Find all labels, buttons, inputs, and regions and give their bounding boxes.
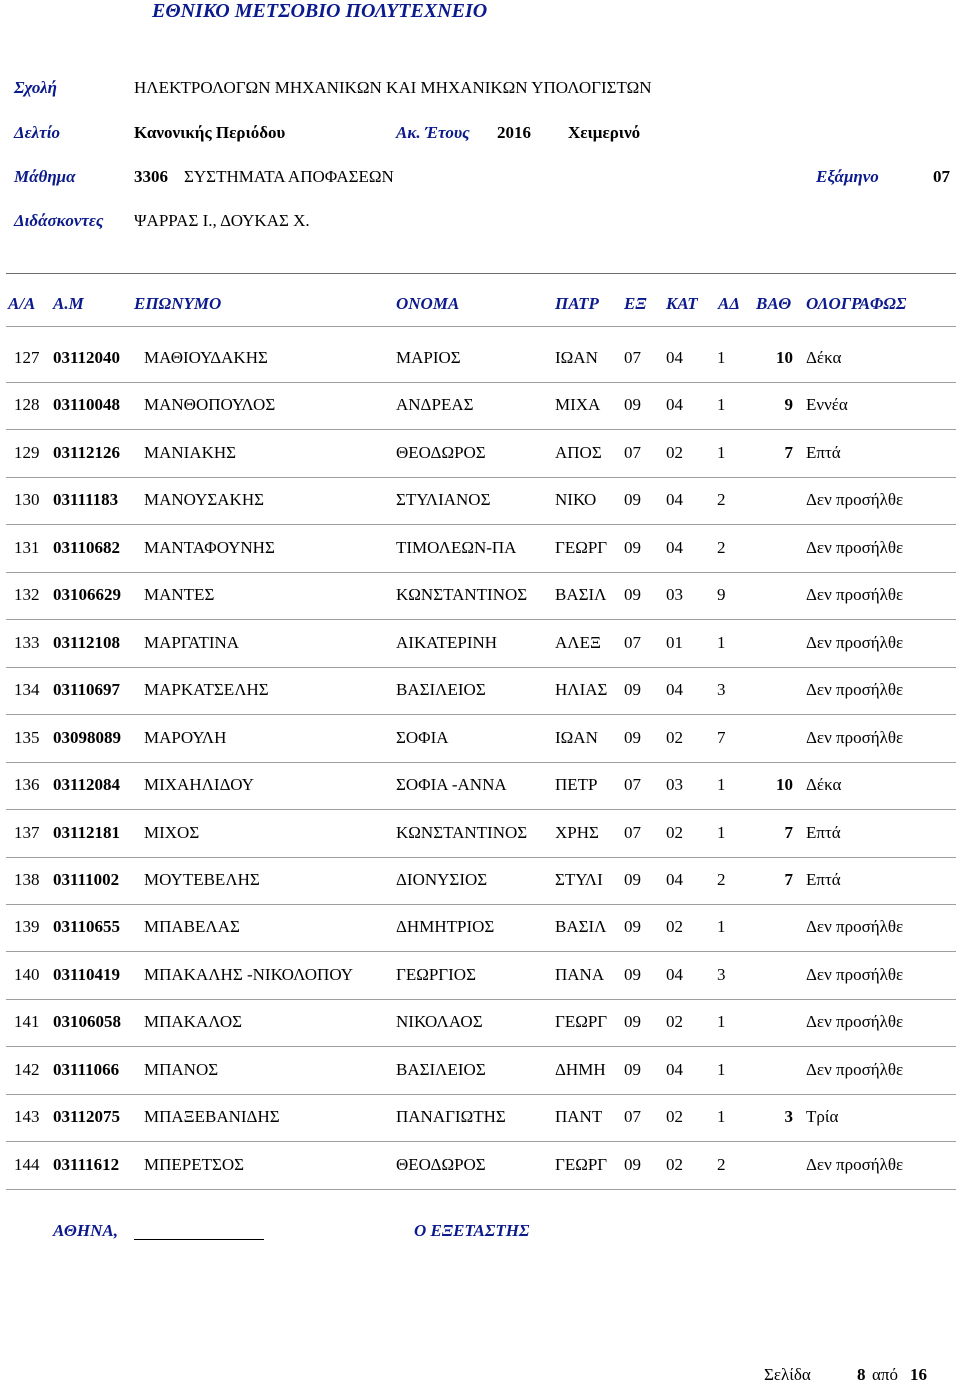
school-label: Σχολή <box>14 78 57 97</box>
student-id: 03111002 <box>53 870 120 889</box>
student-id: 03112040 <box>53 348 121 367</box>
semester: 09 <box>624 680 641 699</box>
year-value: 2016 <box>497 123 531 142</box>
table-row <box>0 348 960 374</box>
category: 02 <box>666 917 683 936</box>
table-row <box>0 490 960 516</box>
father-name: ΓΕΩΡΓ <box>555 538 608 557</box>
table-row <box>0 1155 960 1181</box>
surname: ΜΙΧΟΣ <box>144 823 200 842</box>
col-name: ΟΝΟΜΑ <box>396 294 460 313</box>
category: 04 <box>666 348 683 367</box>
surname: ΜΑΝΙΑΚΗΣ <box>144 443 237 462</box>
grade-in-words: Δεν προσήλθε <box>806 917 904 936</box>
semester: 09 <box>624 1155 641 1174</box>
first-name: ΚΩΝΣΤΑΝΤΙΝΟΣ <box>396 585 528 604</box>
father-name: ΝΙΚΟ <box>555 490 597 509</box>
row-divider <box>6 619 956 620</box>
grade: 10 <box>776 348 793 367</box>
row-divider <box>6 762 956 763</box>
semester: 09 <box>624 1012 641 1031</box>
table-row <box>0 1107 960 1133</box>
row-divider <box>6 1046 956 1047</box>
surname: ΜΠΑΚΑΛΗΣ -ΝΙΚΟΛΟΠΟΥ <box>144 965 354 984</box>
enrollment: 1 <box>717 633 726 652</box>
signature-line <box>134 1239 264 1240</box>
first-name: ΒΑΣΙΛΕΙΟΣ <box>396 680 486 699</box>
semester-value: 07 <box>933 167 950 186</box>
category: 02 <box>666 1012 683 1031</box>
row-divider <box>6 1141 956 1142</box>
enrollment: 1 <box>717 775 726 794</box>
grade-in-words: Δέκα <box>806 775 842 794</box>
surname: ΜΑΝΤΑΦΟΥΝΗΣ <box>144 538 275 557</box>
first-name: ΑΝΔΡΕΑΣ <box>396 395 474 414</box>
table-row <box>0 538 960 564</box>
university-title: ΕΘΝΙΚΟ ΜΕΤΣΟΒΙΟ ΠΟΛΥΤΕΧΝΕΙΟ <box>152 0 488 22</box>
grade: 9 <box>784 395 793 414</box>
student-id: 03111183 <box>53 490 119 509</box>
first-name: ΘΕΟΔΩΡΟΣ <box>396 443 486 462</box>
semester: 09 <box>624 490 641 509</box>
first-name: ΔΗΜΗΤΡΙΟΣ <box>396 917 495 936</box>
course-code: 3306 <box>134 167 168 186</box>
category: 04 <box>666 965 683 984</box>
first-name: ΝΙΚΟΛΑΟΣ <box>396 1012 483 1031</box>
grade: 7 <box>784 870 793 889</box>
course-label: Μάθημα <box>14 167 76 186</box>
enrollment: 2 <box>717 870 726 889</box>
row-number: 143 <box>14 1107 40 1126</box>
semester: 09 <box>624 728 641 747</box>
year-label: Ακ. Έτους <box>396 123 470 142</box>
category: 04 <box>666 395 683 414</box>
semester-label: Εξάμηνο <box>816 167 879 186</box>
table-row <box>0 633 960 659</box>
grade-in-words: Δεν προσήλθε <box>806 490 904 509</box>
col-kat: ΚΑΤ <box>666 294 698 313</box>
row-number: 133 <box>14 633 40 652</box>
father-name: ΙΩΑΝ <box>555 348 598 367</box>
student-id: 03111612 <box>53 1155 120 1174</box>
category: 04 <box>666 680 683 699</box>
row-number: 141 <box>14 1012 40 1031</box>
col-patr: ΠΑΤΡ <box>555 294 599 313</box>
grade-in-words: Τρία <box>806 1107 839 1126</box>
category: 03 <box>666 585 683 604</box>
page-of-label: από <box>872 1365 898 1384</box>
first-name: ΔΙΟΝΥΣΙΟΣ <box>396 870 488 889</box>
teachers-value: ΨΑΡΡΑΣ Ι., ΔΟΥΚΑΣ Χ. <box>134 211 310 230</box>
semester: 09 <box>624 917 641 936</box>
grade-in-words: Επτά <box>806 870 841 889</box>
enrollment: 2 <box>717 538 726 557</box>
first-name: ΘΕΟΔΩΡΟΣ <box>396 1155 486 1174</box>
header-rule <box>6 273 956 274</box>
semester: 09 <box>624 585 641 604</box>
surname: ΜΟΥΤΕΒΕΛΗΣ <box>144 870 260 889</box>
grade-in-words: Δεν προσήλθε <box>806 585 904 604</box>
first-name: ΤΙΜΟΛΕΩΝ-ΠΑ <box>396 538 517 557</box>
enrollment: 9 <box>717 585 726 604</box>
category: 04 <box>666 538 683 557</box>
col-surname: ΕΠΩΝΥΜΟ <box>134 294 222 313</box>
semester: 07 <box>624 1107 641 1126</box>
table-row <box>0 680 960 706</box>
row-divider <box>6 1189 956 1190</box>
enrollment: 1 <box>717 443 726 462</box>
surname: ΜΑΝΘΟΠΟΥΛΟΣ <box>144 395 276 414</box>
category: 02 <box>666 728 683 747</box>
delt-label: Δελτίο <box>14 123 60 142</box>
table-row <box>0 395 960 421</box>
page-number: 8 <box>857 1365 866 1384</box>
grade: 7 <box>784 443 793 462</box>
enrollment: 1 <box>717 395 726 414</box>
grade-in-words: Δεν προσήλθε <box>806 728 904 747</box>
grade-in-words: Δεν προσήλθε <box>806 1060 904 1079</box>
footer-city: ΑΘΗΝΑ, <box>53 1221 118 1240</box>
grade-in-words: Δεν προσήλθε <box>806 1012 904 1031</box>
enrollment: 1 <box>717 1012 726 1031</box>
father-name: ΠΑΝΑ <box>555 965 605 984</box>
student-id: 03110655 <box>53 917 121 936</box>
row-number: 138 <box>14 870 40 889</box>
student-id: 03110697 <box>53 680 121 699</box>
col-ex: ΕΞ <box>624 294 647 313</box>
semester: 07 <box>624 443 641 462</box>
enrollment: 2 <box>717 1155 726 1174</box>
father-name: ΓΕΩΡΓ <box>555 1155 608 1174</box>
col-grade: ΒΑΘ <box>756 294 792 313</box>
first-name: ΠΑΝΑΓΙΩΤΗΣ <box>396 1107 506 1126</box>
enrollment: 1 <box>717 1107 726 1126</box>
row-number: 132 <box>14 585 40 604</box>
row-divider <box>6 572 956 573</box>
first-name: ΓΕΩΡΓΙΟΣ <box>396 965 476 984</box>
row-divider <box>6 951 956 952</box>
row-divider <box>6 857 956 858</box>
teachers-label: Διδάσκοντες <box>14 211 104 230</box>
row-divider <box>6 1094 956 1095</box>
father-name: ΠΑΝΤ <box>555 1107 603 1126</box>
row-number: 127 <box>14 348 40 367</box>
surname: ΜΠΕΡΕΤΣΟΣ <box>144 1155 245 1174</box>
season-value: Χειμερινό <box>568 123 641 142</box>
father-name: ΒΑΣΙΛ <box>555 917 607 936</box>
enrollment: 1 <box>717 823 726 842</box>
category: 01 <box>666 633 683 652</box>
student-id: 03110048 <box>53 395 121 414</box>
grade-in-words: Δεν προσήλθε <box>806 633 904 652</box>
category: 02 <box>666 1107 683 1126</box>
father-name: ΠΕΤΡ <box>555 775 598 794</box>
surname: ΜΑΡΓΑΤΙΝΑ <box>144 633 240 652</box>
semester: 07 <box>624 775 641 794</box>
grade-in-words: Δεν προσήλθε <box>806 1155 904 1174</box>
page-total: 16 <box>910 1365 927 1384</box>
semester: 09 <box>624 870 641 889</box>
grade-in-words: Δεν προσήλθε <box>806 680 904 699</box>
first-name: ΑΙΚΑΤΕΡΙΝΗ <box>396 633 498 652</box>
col-am: Α.Μ <box>53 294 84 313</box>
row-divider <box>6 382 956 383</box>
row-number: 135 <box>14 728 40 747</box>
table-row <box>0 585 960 611</box>
semester: 07 <box>624 633 641 652</box>
student-id: 03110682 <box>53 538 121 557</box>
row-divider <box>6 429 956 430</box>
surname: ΜΑΡΚΑΤΣΕΛΗΣ <box>144 680 269 699</box>
row-number: 130 <box>14 490 40 509</box>
surname: ΜΠΑΚΑΛΟΣ <box>144 1012 243 1031</box>
student-id: 03106629 <box>53 585 121 604</box>
father-name: ΒΑΣΙΛ <box>555 585 607 604</box>
enrollment: 1 <box>717 917 726 936</box>
father-name: ΙΩΑΝ <box>555 728 598 747</box>
category: 03 <box>666 775 683 794</box>
enrollment: 1 <box>717 1060 726 1079</box>
table-row <box>0 1012 960 1038</box>
row-divider <box>6 524 956 525</box>
row-number: 137 <box>14 823 40 842</box>
semester: 09 <box>624 1060 641 1079</box>
student-id: 03110419 <box>53 965 121 984</box>
row-number: 131 <box>14 538 40 557</box>
row-number: 134 <box>14 680 40 699</box>
enrollment: 3 <box>717 680 726 699</box>
category: 04 <box>666 870 683 889</box>
semester: 09 <box>624 395 641 414</box>
footer-examiner: Ο ΕΞΕΤΑΣΤΗΣ <box>414 1221 530 1240</box>
surname: ΜΑΘΙΟΥΔΑΚΗΣ <box>144 348 268 367</box>
table-row <box>0 917 960 943</box>
row-number: 136 <box>14 775 40 794</box>
student-id: 03098089 <box>53 728 121 747</box>
grade-in-words: Δέκα <box>806 348 842 367</box>
surname: ΜΠΑΒΕΛΑΣ <box>144 917 240 936</box>
col-ad: ΑΔ <box>718 294 740 313</box>
surname: ΜΑΝΟΥΣΑΚΗΣ <box>144 490 264 509</box>
surname: ΜΠΑΝΟΣ <box>144 1060 219 1079</box>
student-id: 03106058 <box>53 1012 121 1031</box>
table-row <box>0 728 960 754</box>
col-aa: Α/Α <box>8 294 36 313</box>
father-name: ΑΠΟΣ <box>555 443 602 462</box>
row-divider <box>6 477 956 478</box>
row-number: 128 <box>14 395 40 414</box>
surname: ΜΑΡΟΥΛΗ <box>144 728 227 747</box>
table-row <box>0 870 960 896</box>
table-row <box>0 775 960 801</box>
student-id: 03112084 <box>53 775 121 794</box>
row-divider <box>6 809 956 810</box>
surname: ΜΑΝΤΕΣ <box>144 585 215 604</box>
father-name: ΧΡΗΣ <box>555 823 599 842</box>
col-words: ΟΛΟΓΡΑΦΩΣ <box>806 294 907 313</box>
first-name: ΣΟΦΙΑ -ΑΝΝΑ <box>396 775 507 794</box>
father-name: ΓΕΩΡΓ <box>555 1012 608 1031</box>
school-value: ΗΛΕΚΤΡΟΛΟΓΩΝ ΜΗΧΑΝΙΚΩΝ ΚΑΙ ΜΗΧΑΝΙΚΩΝ ΥΠΟΛΟΓΙΣΤΩΝ <box>134 78 652 97</box>
first-name: ΚΩΝΣΤΑΝΤΙΝΟΣ <box>396 823 528 842</box>
father-name: ΜΙΧΑ <box>555 395 601 414</box>
row-number: 139 <box>14 917 40 936</box>
student-id: 03112108 <box>53 633 121 652</box>
grade-in-words: Δεν προσήλθε <box>806 965 904 984</box>
student-id: 03112126 <box>53 443 121 462</box>
student-id: 03111066 <box>53 1060 120 1079</box>
table-top-rule <box>6 326 956 327</box>
first-name: ΣΟΦΙΑ <box>396 728 449 747</box>
category: 02 <box>666 1155 683 1174</box>
grade-in-words: Επτά <box>806 443 841 462</box>
table-row <box>0 965 960 991</box>
semester: 09 <box>624 965 641 984</box>
category: 04 <box>666 1060 683 1079</box>
category: 02 <box>666 823 683 842</box>
grade: 7 <box>784 823 793 842</box>
grade-in-words: Εννέα <box>806 395 848 414</box>
semester: 07 <box>624 823 641 842</box>
row-divider <box>6 999 956 1000</box>
table-row <box>0 443 960 469</box>
row-divider <box>6 667 956 668</box>
father-name: ΣΤΥΛΙ <box>555 870 603 889</box>
first-name: ΣΤΥΛΙΑΝΟΣ <box>396 490 491 509</box>
surname: ΜΠΑΞΕΒΑΝΙΔΗΣ <box>144 1107 280 1126</box>
category: 04 <box>666 490 683 509</box>
row-divider <box>6 904 956 905</box>
student-id: 03112075 <box>53 1107 121 1126</box>
category: 02 <box>666 443 683 462</box>
enrollment: 1 <box>717 348 726 367</box>
row-number: 142 <box>14 1060 40 1079</box>
first-name: ΜΑΡΙΟΣ <box>396 348 461 367</box>
delt-value: Κανονικής Περιόδου <box>134 123 286 142</box>
page-label: Σελίδα <box>764 1365 811 1384</box>
enrollment: 2 <box>717 490 726 509</box>
row-number: 129 <box>14 443 40 462</box>
grade-in-words: Επτά <box>806 823 841 842</box>
row-number: 144 <box>14 1155 40 1174</box>
student-id: 03112181 <box>53 823 121 842</box>
grade: 10 <box>776 775 793 794</box>
first-name: ΒΑΣΙΛΕΙΟΣ <box>396 1060 486 1079</box>
row-number: 140 <box>14 965 40 984</box>
father-name: ΑΛΕΞ <box>555 633 601 652</box>
semester: 09 <box>624 538 641 557</box>
row-divider <box>6 714 956 715</box>
grade-in-words: Δεν προσήλθε <box>806 538 904 557</box>
enrollment: 7 <box>717 728 726 747</box>
table-row <box>0 823 960 849</box>
enrollment: 3 <box>717 965 726 984</box>
course-name: ΣΥΣΤΗΜΑΤΑ ΑΠΟΦΑΣΕΩΝ <box>184 167 394 186</box>
father-name: ΗΛΙΑΣ <box>555 680 608 699</box>
surname: ΜΙΧΑΗΛΙΔΟΥ <box>144 775 254 794</box>
semester: 07 <box>624 348 641 367</box>
father-name: ΔΗΜΗ <box>555 1060 606 1079</box>
grade: 3 <box>784 1107 793 1126</box>
table-row <box>0 1060 960 1086</box>
